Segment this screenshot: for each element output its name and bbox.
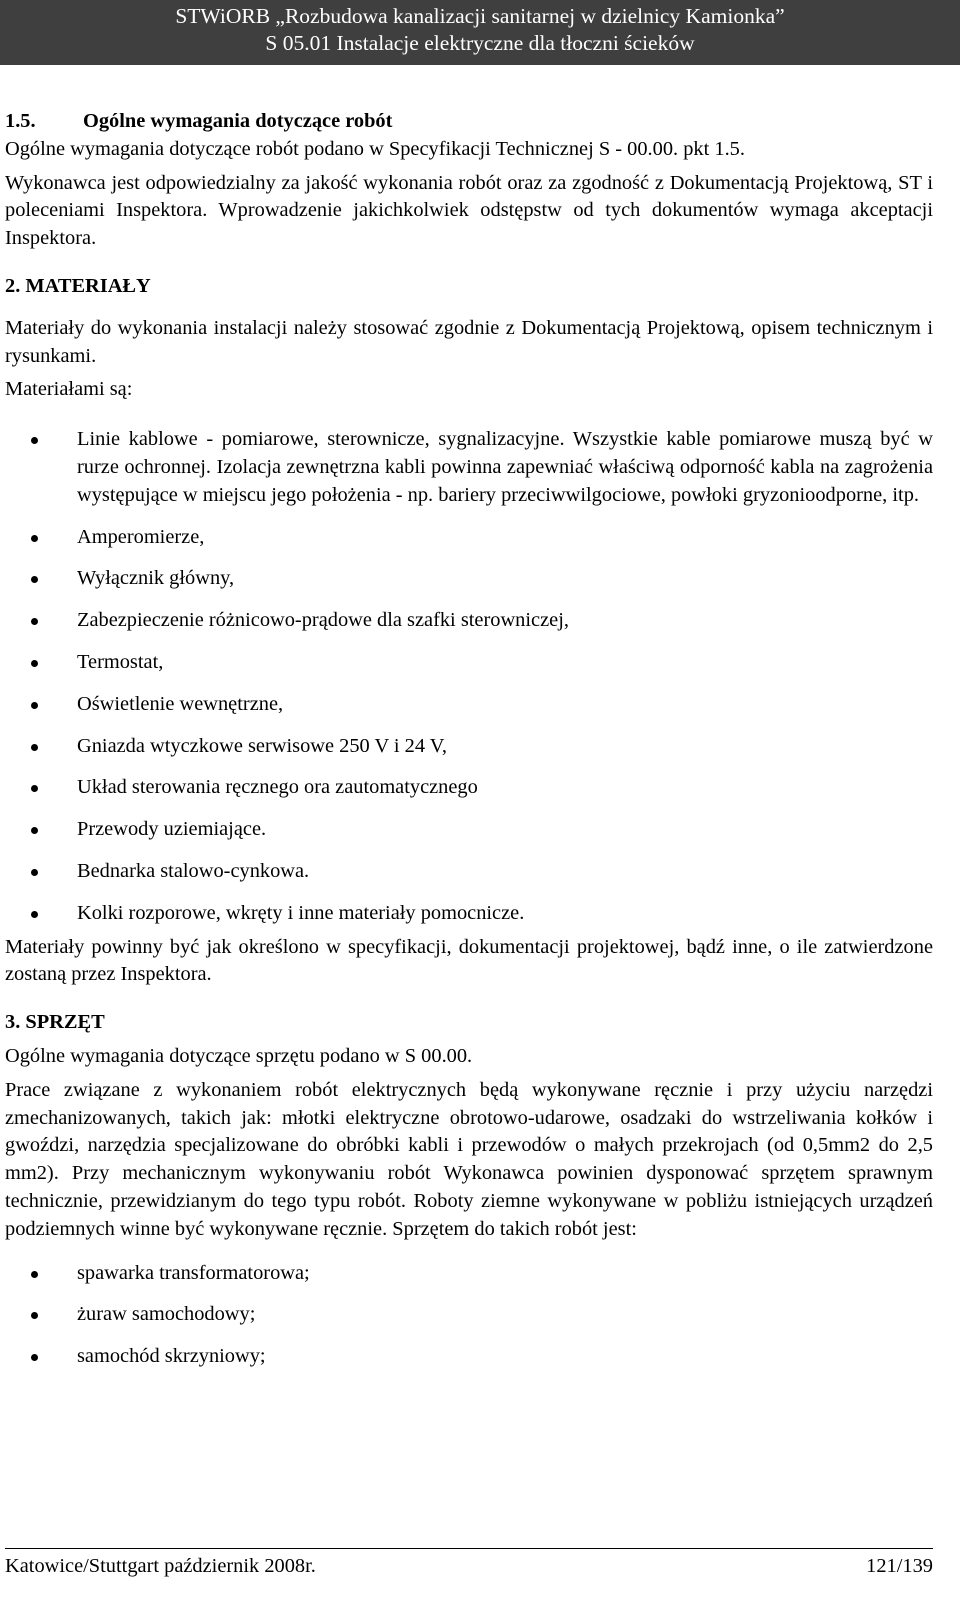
section-2-heading: 2. MATERIAŁY xyxy=(5,274,151,297)
list-item-text: Termostat, xyxy=(77,650,164,673)
paragraph: Ogólne wymagania dotyczące robót podano w Specyfikacji Technicznej S - 00.00. pkt 1.5. xyxy=(5,137,745,160)
section-1-5-heading xyxy=(5,108,933,136)
list-item xyxy=(5,565,933,593)
list-item-text: Linie kablowe - pomiarowe, sterownicze, sygnalizacyjne. Wszystkie kable pomiarowe muszą być w rurze ochronnej. Izolacja zewnętrzna kabli powinna zapewniać właściwą odporność kabla na zagrożenia występujące w miejscu jego położenia - np. bariery przeciwwilgociowe, powłoki gryzonioodporne, itp. xyxy=(77,428,933,506)
list-item xyxy=(5,900,933,928)
list-item xyxy=(5,607,933,635)
list-item-text: samochód skrzyniowy; xyxy=(77,1345,266,1368)
paragraph: Prace związane z wykonaniem robót elektrycznych będą wykonywane ręcznie i przy użyciu narzędzi zmechanizowanych, takich jak: młotki elektryczne obrotowo-udarowe, osadzaki do wstrzeliwania kołków i gwoździ, narzędzia specjalizowane do obróbki kabli i przewodów o małych przekrojach (od 0,5mm2 do 2,5 mm2). Przy mechanicznym wykonywaniu robót Wykonawca powinien dysponować sprzętem sprawnym technicznie, przewidzianym do tego typu robót. Roboty ziemne wykonywane w pobliżu istniejących urządzeń podziemnych winne być wykonywane ręcznie. Sprzętem do takich robót jest: xyxy=(5,1078,933,1240)
bullet-icon xyxy=(31,869,38,876)
list-item-text: Amperomierze, xyxy=(77,525,205,548)
bullet-icon xyxy=(31,785,38,792)
bullet-icon xyxy=(31,576,38,583)
list-item xyxy=(5,426,933,509)
list-item xyxy=(5,1343,933,1371)
list-item-text: Wyłącznik główny, xyxy=(77,567,235,590)
document-footer xyxy=(5,1548,933,1579)
list-item-text: spawarka transformatorowa; xyxy=(77,1261,310,1284)
list-item xyxy=(5,524,933,552)
section-title: Ogólne wymagania dotyczące robót xyxy=(83,110,393,132)
list-item xyxy=(5,691,933,719)
list-item-text: Układ sterowania ręcznego ora zautomatycznego xyxy=(77,776,478,799)
bullet-icon xyxy=(31,1354,38,1361)
paragraph: Materiały powinny być jak określono w specyfikacji, dokumentacji projektowej, bądź inne, o ile zatwierdzone zostaną przez Inspektora. xyxy=(5,935,933,986)
list-item-text: Kolki rozporowe, wkręty i inne materiały pomocnicze. xyxy=(77,901,525,924)
bullet-icon xyxy=(31,1271,38,1278)
page-number: 121/139 xyxy=(866,1555,933,1577)
header-title: STWiORB „Rozbudowa kanalizacji sanitarnej w dzielnicy Kamionka” xyxy=(175,4,785,28)
list-item xyxy=(5,1301,933,1329)
bullet-icon xyxy=(31,437,38,444)
section-number: 1.5. xyxy=(5,110,36,132)
document-body xyxy=(5,108,933,1371)
bullet-icon xyxy=(31,911,38,918)
list-item xyxy=(5,816,933,844)
list-item-text: Oświetlenie wewnętrzne, xyxy=(77,692,284,715)
list-item-text: żuraw samochodowy; xyxy=(77,1303,256,1326)
document-header xyxy=(0,0,960,65)
bullet-icon xyxy=(31,827,38,834)
paragraph: Ogólne wymagania dotyczące sprzętu podano w S 00.00. xyxy=(5,1044,473,1067)
bullet-icon xyxy=(31,744,38,751)
list-item-text: Gniazda wtyczkowe serwisowe 250 V i 24 V, xyxy=(77,734,447,757)
section-3-heading: 3. SPRZĘT xyxy=(5,1011,105,1034)
list-item xyxy=(5,649,933,677)
list-item xyxy=(5,733,933,761)
paragraph: Wykonawca jest odpowiedzialny za jakość wykonania robót oraz za zgodność z Dokumentacją Projektową, ST i poleceniami Inspektora. Wprowadzenie jakichkolwiek odstępstw od tych dokumentów wymaga akceptacji Inspektora. xyxy=(5,171,933,250)
paragraph: Materiały do wykonania instalacji należy stosować zgodnie z Dokumentacją Projektową, opisem technicznym i rysunkami. xyxy=(5,316,933,367)
bullet-icon xyxy=(31,1312,38,1319)
list-item xyxy=(5,1260,933,1288)
header-subtitle: S 05.01 Instalacje elektryczne dla tłoczni ścieków xyxy=(265,31,695,55)
list-item-text: Zabezpieczenie różnicowo-prądowe dla szafki sterowniczej, xyxy=(77,609,569,632)
bullet-icon xyxy=(31,535,38,542)
bullet-icon xyxy=(31,618,38,625)
bullet-icon xyxy=(31,702,38,709)
list-item xyxy=(5,858,933,886)
list-item xyxy=(5,774,933,802)
paragraph: Materiałami są: xyxy=(5,378,133,401)
equipment-list xyxy=(5,1260,933,1371)
list-item-text: Przewody uziemiające. xyxy=(77,818,267,841)
materials-list xyxy=(5,426,933,927)
footer-location-date: Katowice/Stuttgart październik 2008r. xyxy=(5,1555,316,1577)
list-item-text: Bednarka stalowo-cynkowa. xyxy=(77,859,310,882)
bullet-icon xyxy=(31,660,38,667)
